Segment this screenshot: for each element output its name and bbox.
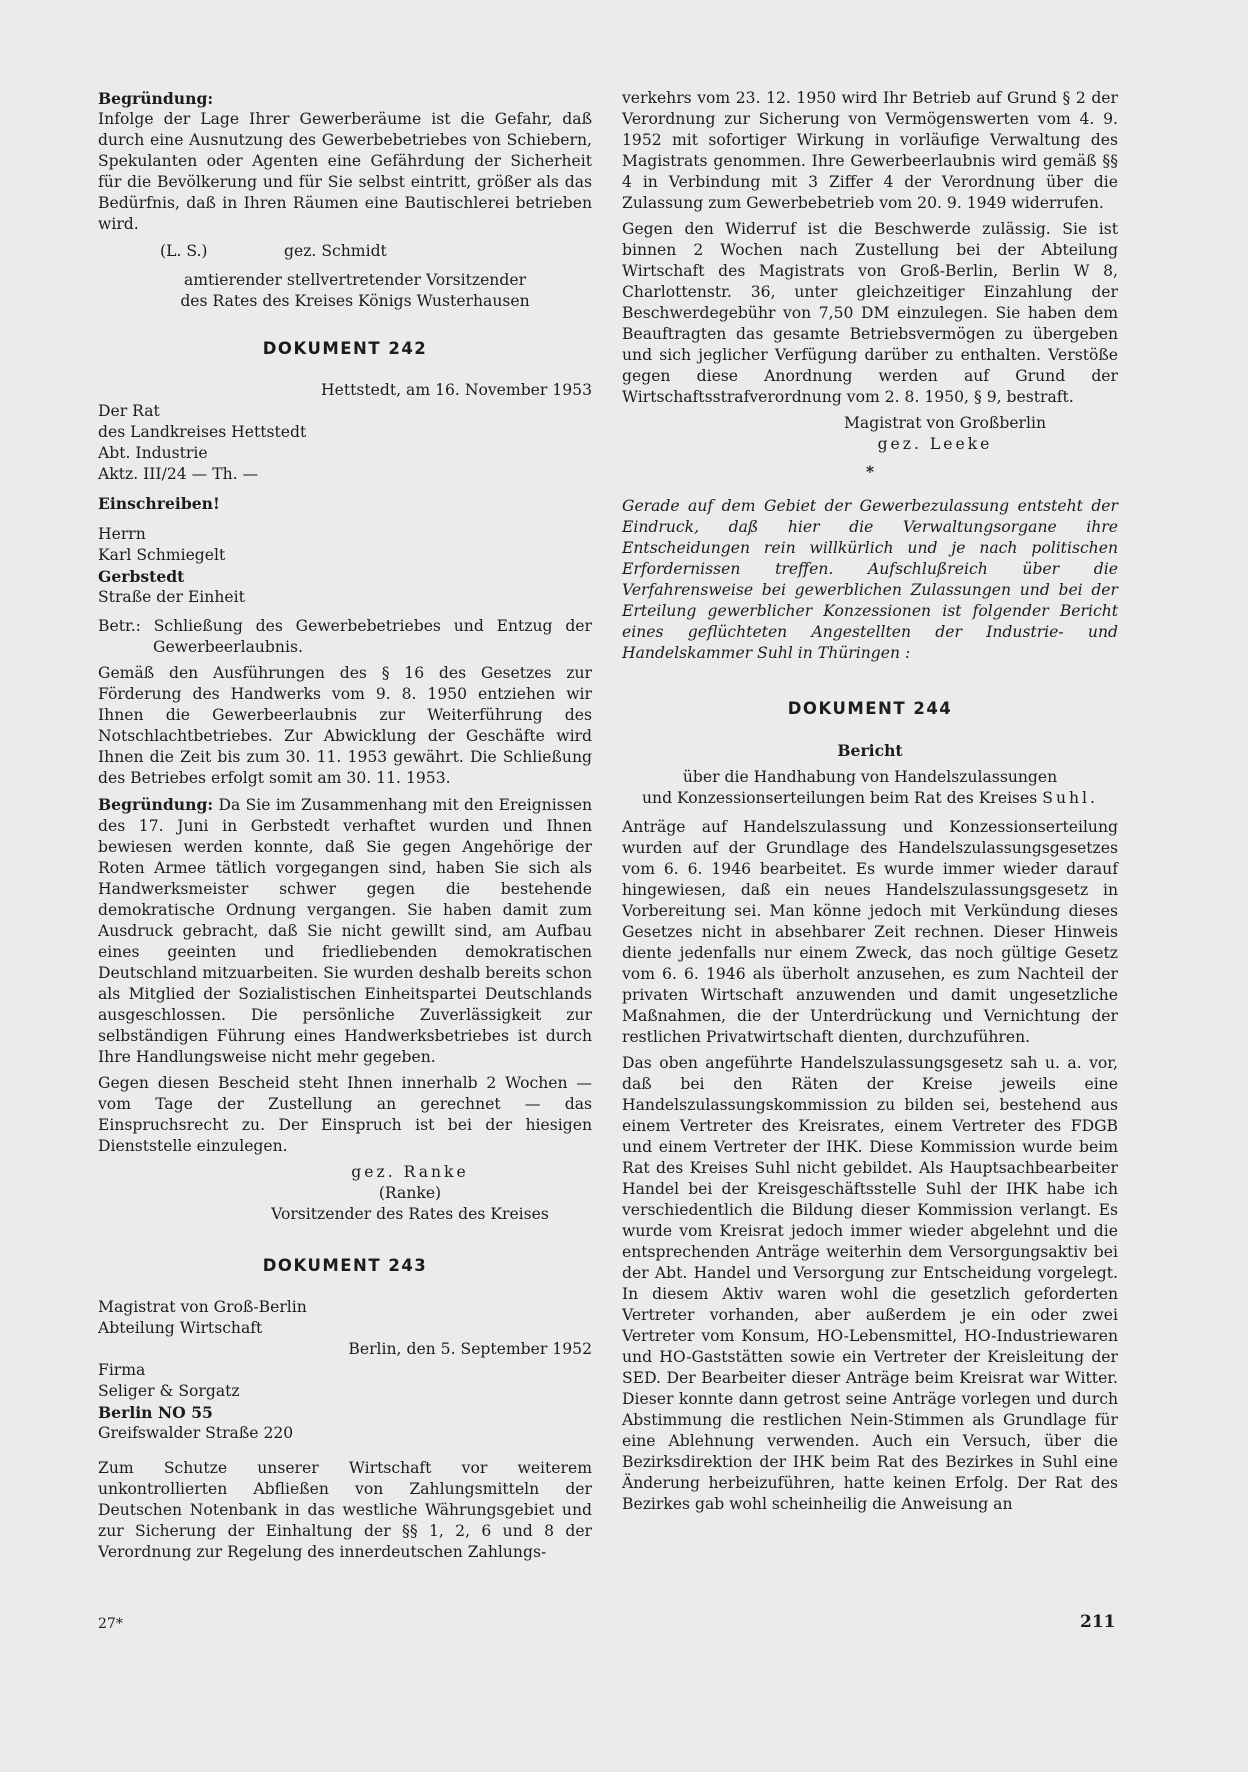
signer-name: gez. Schmidt — [284, 242, 387, 260]
doc-244-subtitle-place: Suhl. — [1042, 789, 1098, 807]
section-separator: * — [865, 462, 875, 481]
begruendung-text: Infolge der Lage Ihrer Gewerberäume ist die Gefahr, daß durch eine Ausnutzung des Gewerbebetriebes von Schiebern, Spekulanten oder Agenten eine Gefährdung der Sicherheit für die Bevölkerung und für Sie selbst eintritt, größer als das Bedürfnis, daß in Ihren Räumen eine Bautischlerei betrieben wird. — [98, 110, 592, 233]
doc-242-registered: Einschreiben! — [98, 494, 220, 513]
doc-242-begruendung-text: Da Sie im Zusammenhang mit den Ereignissen des 17. Juni in Gerbstedt verhaftet wurden und Ihnen bewiesen werden konnte, daß Sie gegen Angehörige der Roten Armee tätlich vorgegangen sind, haben Sie sich als Handwerksmeister schwer gegen die bestehende demokratische Ordnung vergangen. Sie haben damit zum Ausdruck gebracht, daß Sie nicht gewillt sind, am Aufbau eines geeinten und friedliebenden demokratischen Deutschland mitzuarbeiten. Sie wurden deshalb bereits schon als Mitglied der Sozialistischen Einheitspartei Deutschlands ausgeschlossen. Die persönliche Zuverlässigkeit zur selbständigen Führung eines Handwerksbetriebes ist durch Ihre Handlungsweise nicht mehr gegeben. — [98, 796, 592, 1066]
doc-242-signer: gez. Ranke — [351, 1163, 469, 1181]
doc-244-subtitle-line — [622, 788, 1118, 809]
doc-244-subtitle-line: über die Handhabung von Handelszulassungen — [682, 768, 1058, 786]
editorial-commentary: Gerade auf dem Gebiet der Gewerbezulassung entsteht der Eindruck, daß hier die Verwaltungsorgane ihre Entscheidungen rein willkürlich und je nach politischen Erfordernissen treffen. Aufschlußreich über die Verfahrensweise bei gewerblichen Zulassungen und bei der Erteilung gewerblicher Konzessionen ist folgender Bericht eines geflüchteten Angestellten der Industrie- und Handelskammer Suhl in Thüringen : — [622, 497, 1118, 662]
doc-243-paragraph: Zum Schutze unserer Wirtschaft vor weiterem unkontrollierten Abfließen von Zahlungsmitteln der Deutschen Notenbank in das westliche Währungsgebiet und zur Sicherung der Einhaltung der §§ 1, 2, 6 und 8 der Verordnung zur Regelung des innerdeutschen Zahlungs- — [98, 1459, 592, 1561]
right-column — [622, 88, 1118, 1520]
doc-243-recipient-city: Berlin NO 55 — [98, 1403, 213, 1422]
doc-243-recipient-line: Firma — [98, 1361, 146, 1379]
doc-242-signer-name: (Ranke) — [378, 1184, 442, 1202]
doc-244-paragraph: Das oben angeführte Handelszulassungsgesetz sah u. a. vor, daß bei den Räten der Kreise jeweils eine Handelszulassungskommission zu bilden sei, bestehend aus einem Vertreter des Kreisrates, einem Vertreter des FDGB und einem Vertreter der IHK. Diese Kommission wurde beim Rat des Kreises Suhl nicht gebildet. Als Hauptsachbearbeiter Handel bei der Kreisgeschäftsstelle Suhl der IHK habe ich verschiedentlich die Bildung dieser Kommission verlangt. Es wurde vom Kreisrat jedoch immer wieder abgelehnt und die entsprechenden Anträge weiterhin dem Versorgungsaktiv bei der Abt. Handel und Versorgung zur Entscheidung vorgelegt. In diesem Aktiv waren wohl die gesetzlich geforderten Vertreter vorhanden, aber außerdem je ein oder zwei Vertreter vom Konsum, HO-Lebensmittel, HO-Industriewaren und HO-Gaststätten sowie ein Vertreter der Kreisleitung der SED. Der Bearbeiter dieser Anträge beim Kreisrat war Witter. Dieser konnte dann getrost seine Anträge vorlegen und durch Abstimmung die restlichen Nein-Stimmen als Grundlage für eine Ablehnung verwenden. Auch ein Versuch, über die Bezirksdirektion der IHK beim Rat des Bezirkes in Suhl eine Änderung herbeizuführen, hatte keinen Erfolg. Der Rat des Bezirkes gab wohl scheinheilig die Anweisung an — [622, 1054, 1118, 1513]
doc-242-signer-title: Vorsitzender des Rates des Kreises — [271, 1205, 549, 1223]
doc-243-dateline: Berlin, den 5. September 1952 — [348, 1340, 592, 1358]
doc-243-recipient-line: Greifswalder Straße 220 — [98, 1424, 294, 1442]
doc-242-paragraph: Gemäß den Ausführungen des § 16 des Gesetzes zur Förderung des Handwerks vom 9. 8. 1950 entziehen wir Ihnen die Gewerbeerlaubnis zur Weiterführung des Notschlachtbetriebes. Zur Abwicklung der Geschäfte wird Ihnen die Zeit bis zum 30. 11. 1953 gewährt. Die Schließung des Betriebes erfolgt somit am 30. 11. 1953. — [98, 664, 592, 787]
doc-242-signature — [98, 1162, 592, 1183]
doc-242-sender-line: Aktz. III/24 — Th. — — [98, 465, 259, 483]
doc-244-paragraph: Anträge auf Handelszulassung und Konzessionserteilung wurden auf der Grundlage des Handelszulassungsgesetzes vom 6. 6. 1946 bearbeitet. Es wurde immer wieder darauf hingewiesen, daß ein neues Handelszulassungsgesetz in Vorbereitung sei. Man könne jedoch mit Verkündung dieses Gesetzes nicht in absehbarer Zeit rechnen. Dieser Hinweis diente jedenfalls nur einem Zweck, das noch gültige Gesetz vom 6. 6. 1946 als überholt anzusehen, es zum Nachteil der privaten Wirtschaft anzuwenden und damit ungesetzliche Maßnahmen, die der Unterdrückung und Vernichtung der restlichen Privatwirtschaft dienten, durchzuführen. — [622, 818, 1118, 1046]
doc-243-sender-line: Abteilung Wirtschaft — [98, 1319, 263, 1337]
signer-title-1: amtierender stellvertretender Vorsitzender — [183, 271, 527, 289]
doc-242-recipient-line: Herrn — [98, 525, 146, 543]
doc-244-subtitle-text: und Konzessionserteilungen beim Rat des Kreises — [642, 789, 1038, 807]
doc-244-title: Bericht — [837, 741, 903, 760]
doc-242-heading: DOKUMENT 242 — [262, 339, 428, 358]
seal-signature-row — [160, 241, 592, 262]
signer-title-2: des Rates des Kreises Königs Wusterhausen — [180, 292, 530, 310]
doc-242-sender-line: Der Rat — [98, 402, 160, 420]
doc-242-paragraph: Gegen diesen Bescheid steht Ihnen innerhalb 2 Wochen — vom Tage der Zustellung an gerechnet — das Einspruchsrecht zu. Der Einspruch ist bei der hiesigen Dienststelle einzulegen. — [98, 1074, 592, 1155]
doc-242-recipient-line: Karl Schmiegelt — [98, 546, 226, 564]
doc-242-recipient-city: Gerbstedt — [98, 567, 185, 586]
begruendung-label: Begründung: — [98, 89, 214, 108]
doc-243-sender-line: Magistrat von Groß-Berlin — [98, 1298, 307, 1316]
doc-242-sender-line: des Landkreises Hettstedt — [98, 423, 307, 441]
doc-242-begruendung-label: Begründung: — [98, 795, 214, 814]
page-number: 211 — [1080, 1612, 1116, 1632]
doc-242-begruendung — [98, 794, 592, 1068]
doc-243-signer-org: Magistrat von Großberlin — [843, 414, 1047, 432]
doc-243-recipient-line: Seliger & Sorgatz — [98, 1382, 240, 1400]
doc-244-heading: DOKUMENT 244 — [787, 699, 953, 718]
doc-243-signer: gez. Leeke — [877, 435, 993, 453]
doc-242-recipient-line: Straße der Einheit — [98, 588, 245, 606]
doc-243-signature — [622, 434, 1118, 455]
left-column — [98, 88, 592, 1568]
doc-242-subject: Betr.: Schließung des Gewerbebetriebes und Entzug der Gewerbeerlaubnis. — [98, 617, 592, 656]
doc-242-dateline: Hettstedt, am 16. November 1953 — [321, 381, 592, 399]
signature-mark: 27* — [98, 1616, 123, 1632]
doc-242-sender-line: Abt. Industrie — [98, 444, 208, 462]
doc-243-paragraph-continued: verkehrs vom 23. 12. 1950 wird Ihr Betrieb auf Grund § 2 der Verordnung zur Sicherung von Vermögenswerten vom 4. 9. 1952 mit sofortiger Wirkung in vorläufige Verwaltung des Magistrats genommen. Ihre Gewerbeerlaubnis wird gemäß §§ 4 in Verbindung mit 3 Ziffer 4 der Verordnung über die Zulassung zum Gewerbebetrieb vom 20. 9. 1949 widerrufen. — [622, 89, 1118, 212]
doc-243-paragraph: Gegen den Widerruf ist die Beschwerde zulässig. Sie ist binnen 2 Wochen nach Zustellung bei der Abteilung Wirtschaft des Magistrats von Groß-Berlin, Berlin W 8, Charlottenstr. 36, unter gleichzeitiger Einzahlung der Beschwerdegebühr von 7,50 DM einzulegen. Sie haben dem Beauftragten das gesamte Betriebsvermögen zu übergeben und sich jeglicher Verfügung darüber zu enthalten. Verstöße gegen diese Anordnung werden auf Grund der Wirtschaftsstrafverordnung vom 2. 8. 1950, § 9, bestraft. — [622, 220, 1118, 406]
seal: (L. S.) — [160, 242, 208, 260]
doc-243-heading: DOKUMENT 243 — [262, 1256, 428, 1275]
